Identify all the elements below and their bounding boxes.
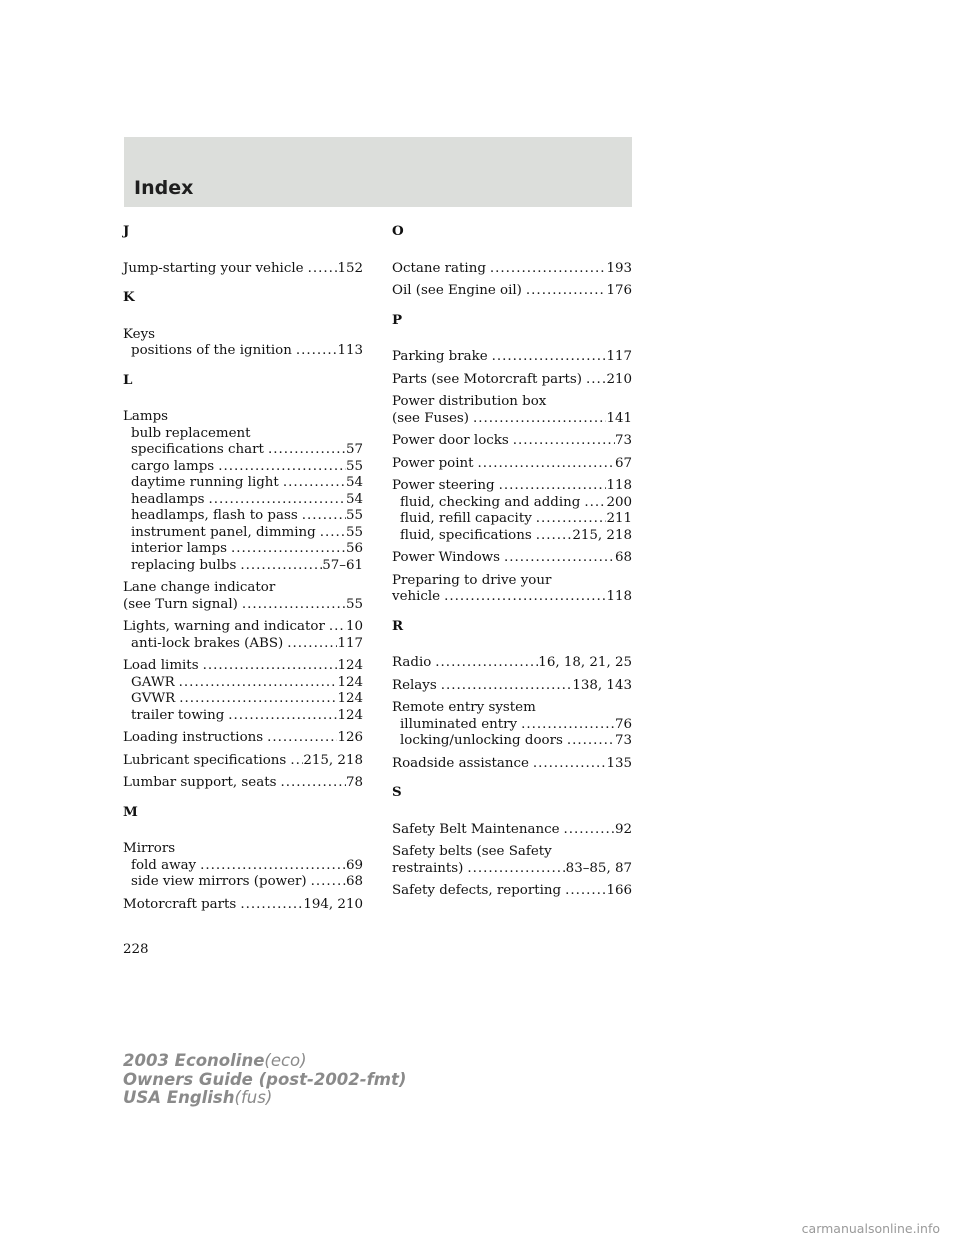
- entry-label: Power door locks: [392, 433, 509, 448]
- entry-label: Lights, warning and indicator: [123, 619, 325, 634]
- dot-leader: [179, 675, 338, 692]
- index-section: [392, 223, 632, 300]
- dot-leader: [240, 558, 322, 575]
- index-section: [392, 784, 632, 900]
- dot-leader: [526, 283, 607, 300]
- index-entry-group: [392, 550, 632, 567]
- dot-leader: [435, 655, 538, 672]
- index-entry: [392, 678, 632, 695]
- section-letter: J: [123, 223, 130, 239]
- index-subentry: [392, 495, 632, 512]
- entry-page-ref: 138, 143: [572, 677, 632, 693]
- dot-leader: [228, 708, 337, 725]
- entry-page-ref: 166: [606, 883, 632, 898]
- index-entry-group: [123, 619, 363, 652]
- dot-leader: [584, 495, 606, 512]
- entry-page-ref: 124: [337, 691, 363, 706]
- dot-leader: [200, 858, 346, 875]
- index-subentry: [123, 442, 363, 459]
- dot-leader: [179, 691, 337, 708]
- entry-page-ref: 118: [606, 589, 632, 604]
- entry-page-ref: 73: [614, 433, 632, 448]
- index-entry: [392, 756, 632, 773]
- footer: [123, 1052, 406, 1108]
- index-entry: [392, 283, 632, 300]
- index-entry-group: [392, 756, 632, 773]
- dot-leader: [311, 874, 346, 891]
- entry-label: (see Fuses): [392, 410, 470, 426]
- entry-page-ref: 117: [606, 349, 632, 364]
- entry-label: Safety defects, reporting: [392, 883, 562, 898]
- entry-label: Lane change indicator: [123, 580, 276, 595]
- index-section: [123, 289, 363, 360]
- index-subentry: [123, 691, 363, 708]
- index-entry-group: [123, 327, 363, 360]
- dot-leader: [490, 261, 607, 278]
- index-entry: [392, 883, 632, 900]
- entry-label: daytime running light: [131, 475, 279, 490]
- section-letter: S: [392, 784, 402, 800]
- entry-page-ref: 54: [345, 491, 363, 507]
- index-entry: [123, 597, 363, 614]
- index-section: [392, 618, 632, 773]
- entry-page-ref: 54: [345, 475, 363, 490]
- entry-page-ref: 135: [606, 755, 632, 771]
- entry-label: GAWR: [131, 674, 175, 690]
- entry-label: Keys: [123, 326, 156, 342]
- dot-leader: [478, 456, 615, 473]
- entry-page-ref: 215, 218: [303, 752, 363, 768]
- dot-leader: [218, 459, 346, 476]
- index-subentry: [123, 874, 363, 891]
- dot-leader: [536, 511, 607, 528]
- entry-page-ref: 78: [345, 775, 363, 790]
- index-entry-group: [123, 730, 363, 747]
- entry-page-ref: 57: [345, 442, 363, 457]
- dot-leader: [290, 753, 303, 770]
- entry-label: replacing bulbs: [131, 557, 237, 573]
- dot-leader: [240, 897, 303, 914]
- index-entry: [123, 730, 363, 747]
- index-column-left: [123, 220, 363, 925]
- dot-leader: [242, 597, 346, 614]
- entry-label: fluid, specifications: [400, 527, 532, 543]
- index-section: [392, 312, 632, 606]
- index-entry: [392, 261, 632, 278]
- entry-label: Power steering: [392, 478, 495, 493]
- entry-page-ref: 55: [345, 458, 363, 474]
- index-entry: [392, 573, 632, 590]
- section-letter: L: [123, 371, 133, 388]
- entry-label: specifications chart: [131, 442, 264, 457]
- entry-label: Power Windows: [392, 550, 500, 565]
- index-entry-group: [392, 456, 632, 473]
- entry-page-ref: 124: [337, 674, 363, 690]
- index-entry-group: [392, 349, 632, 366]
- index-entry-group: [392, 573, 632, 606]
- page-number: 228: [123, 942, 149, 957]
- entry-label: Mirrors: [123, 841, 176, 856]
- index-entry: [392, 550, 632, 567]
- entry-page-ref: 117: [337, 635, 363, 651]
- index-subentry: [123, 343, 363, 360]
- index-entry: [123, 658, 363, 675]
- entry-page-ref: 118: [606, 478, 632, 493]
- section-letter: O: [392, 223, 404, 239]
- dot-leader: [586, 372, 606, 389]
- entry-label: fold away: [131, 857, 197, 873]
- index-entry: [123, 580, 363, 597]
- entry-page-ref: 16, 18, 21, 25: [538, 655, 632, 670]
- entry-label: illuminated entry: [400, 716, 518, 732]
- index-entry-group: [123, 580, 363, 613]
- index-entry: [392, 822, 632, 839]
- entry-label: fluid, refill capacity: [400, 511, 532, 526]
- index-entry-group: [392, 678, 632, 695]
- dot-leader: [308, 261, 338, 278]
- footer-line-1: [123, 1052, 406, 1071]
- footer-model: 2003 Econoline: [123, 1051, 265, 1070]
- entry-label: Lubricant specifications: [123, 752, 287, 768]
- header-band: [124, 137, 632, 207]
- dot-leader: [268, 442, 346, 459]
- section-letter: P: [392, 311, 403, 328]
- index-subentry: [392, 733, 632, 750]
- dot-leader: [444, 589, 606, 606]
- entry-page-ref: 152: [337, 260, 363, 276]
- dot-leader: [231, 541, 346, 558]
- index-entry: [392, 844, 632, 861]
- entry-page-ref: 83–85, 87: [565, 860, 632, 876]
- entry-label: positions of the ignition: [131, 343, 292, 358]
- index-entry: [392, 655, 632, 672]
- index-subentry: [392, 717, 632, 734]
- dot-leader: [280, 775, 345, 792]
- index-subentry: [392, 528, 632, 545]
- entry-page-ref: 73: [614, 733, 632, 748]
- index-entry: [123, 841, 363, 858]
- entry-page-ref: 67: [614, 455, 632, 471]
- entry-label: Remote entry system: [392, 700, 536, 715]
- entry-label: locking/unlocking doors: [400, 733, 563, 748]
- dot-leader: [492, 349, 607, 366]
- entry-page-ref: 193: [606, 260, 632, 276]
- page-title: Index: [134, 177, 194, 199]
- entry-page-ref: 68: [614, 550, 632, 565]
- index-entry-group: [392, 433, 632, 450]
- footer-line-3: [123, 1089, 406, 1108]
- entry-page-ref: 55: [345, 508, 363, 523]
- index-entry-group: [392, 822, 632, 839]
- entry-label: headlamps: [131, 491, 205, 507]
- index-column-right: [392, 220, 632, 912]
- entry-label: Safety belts (see Safety: [392, 844, 552, 859]
- entry-label: Jump-starting your vehicle: [123, 260, 304, 276]
- entry-page-ref: 194, 210: [303, 896, 363, 912]
- index-subentry: [123, 475, 363, 492]
- entry-label: Oil (see Engine oil): [392, 283, 522, 298]
- entry-label: GVWR: [131, 691, 176, 706]
- entry-page-ref: 176: [606, 283, 632, 298]
- dot-leader: [467, 861, 565, 878]
- index-entry-group: [392, 372, 632, 389]
- entry-page-ref: 200: [606, 494, 632, 510]
- index-entry-group: [123, 753, 363, 770]
- index-subentry: [123, 675, 363, 692]
- index-entry: [123, 753, 363, 770]
- entry-label: Lamps: [123, 409, 169, 424]
- entry-label: Motorcraft parts: [123, 896, 237, 912]
- entry-label: bulb replacement: [131, 425, 251, 441]
- dot-leader: [521, 717, 615, 734]
- footer-language-code: (fus): [234, 1088, 273, 1107]
- index-subentry: [123, 708, 363, 725]
- index-subentry: [123, 459, 363, 476]
- entry-page-ref: 92: [614, 821, 632, 837]
- entry-page-ref: 10: [345, 619, 363, 634]
- index-entry: [392, 478, 632, 495]
- dot-leader: [473, 411, 606, 428]
- index-entry: [392, 433, 632, 450]
- dot-leader: [209, 492, 346, 509]
- index-entry-group: [392, 700, 632, 750]
- index-entry: [123, 775, 363, 792]
- entry-label: Power point: [392, 455, 474, 471]
- entry-page-ref: 211: [606, 511, 632, 526]
- dot-leader: [302, 508, 346, 525]
- index-entry-group: [123, 841, 363, 891]
- entry-page-ref: 124: [337, 707, 363, 723]
- index-entry: [392, 349, 632, 366]
- index-entry: [392, 411, 632, 428]
- dot-leader: [203, 658, 338, 675]
- index-entry-group: [123, 261, 363, 278]
- index-subentry: [123, 426, 363, 443]
- entry-label: instrument panel, dimming: [131, 524, 316, 540]
- dot-leader: [283, 475, 346, 492]
- entry-label: Safety Belt Maintenance: [392, 821, 560, 837]
- dot-leader: [441, 678, 573, 695]
- index-entry: [123, 619, 363, 636]
- section-letter: M: [123, 803, 138, 820]
- entry-page-ref: 141: [606, 410, 632, 426]
- index-entry-group: [392, 883, 632, 900]
- entry-page-ref: 55: [345, 596, 363, 612]
- entry-page-ref: 68: [345, 874, 363, 889]
- entry-label: trailer towing: [131, 707, 225, 723]
- index-entry-group: [123, 775, 363, 792]
- entry-label: Load limits: [123, 658, 199, 673]
- dot-leader: [499, 478, 607, 495]
- index-entry: [392, 861, 632, 878]
- index-subentry: [123, 558, 363, 575]
- footer-line-2: Owners Guide (post-2002-fmt): [123, 1069, 407, 1089]
- index-subentry: [392, 511, 632, 528]
- dot-leader: [287, 636, 337, 653]
- index-entry: [123, 327, 363, 344]
- index-entry: [123, 897, 363, 914]
- index-section: [123, 372, 363, 792]
- index-entry-group: [392, 394, 632, 427]
- index-subentry: [123, 636, 363, 653]
- index-entry: [123, 409, 363, 426]
- footer-language: USA English: [123, 1088, 235, 1107]
- entry-page-ref: 215, 218: [572, 527, 632, 543]
- entry-label: Parts (see Motorcraft parts): [392, 371, 583, 387]
- dot-leader: [533, 756, 607, 773]
- entry-page-ref: 113: [337, 343, 363, 358]
- index-subentry: [123, 492, 363, 509]
- entry-label: anti-lock brakes (ABS): [131, 635, 284, 651]
- entry-label: Roadside assistance: [392, 755, 529, 771]
- entry-label: Relays: [392, 677, 437, 693]
- dot-leader: [329, 619, 346, 636]
- dot-leader: [296, 343, 338, 360]
- entry-label: Lumbar support, seats: [123, 775, 277, 790]
- index-entry-group: [392, 261, 632, 278]
- dot-leader: [567, 733, 615, 750]
- index-entry: [392, 372, 632, 389]
- entry-label: fluid, checking and adding: [400, 494, 581, 510]
- entry-label: Preparing to drive your: [392, 572, 552, 588]
- entry-label: Parking brake: [392, 349, 488, 364]
- dot-leader: [267, 730, 337, 747]
- section-letter: R: [392, 617, 404, 634]
- index-section: [123, 804, 363, 914]
- entry-label: (see Turn signal): [123, 596, 238, 612]
- index-entry: [392, 700, 632, 717]
- index-entry-group: [392, 655, 632, 672]
- index-entry: [392, 456, 632, 473]
- entry-label: Power distribution box: [392, 394, 547, 409]
- entry-label: cargo lamps: [131, 458, 215, 474]
- entry-page-ref: 55: [345, 524, 363, 540]
- index-subentry: [123, 525, 363, 542]
- entry-page-ref: 69: [345, 857, 363, 873]
- entry-label: Loading instructions: [123, 730, 264, 745]
- index-entry: [123, 261, 363, 278]
- entry-page-ref: 57–61: [322, 557, 363, 573]
- dot-leader: [536, 528, 573, 545]
- entry-page-ref: 210: [606, 371, 632, 387]
- section-letter: K: [123, 289, 135, 305]
- index-subentry: [123, 858, 363, 875]
- index-entry-group: [123, 897, 363, 914]
- index-entry-group: [392, 844, 632, 877]
- dot-leader: [320, 525, 346, 542]
- entry-label: headlamps, flash to pass: [131, 508, 298, 523]
- entry-label: restraints): [392, 860, 464, 876]
- index-entry-group: [123, 658, 363, 724]
- index-section: [123, 223, 363, 277]
- entry-label: vehicle: [392, 589, 441, 604]
- footer-model-code: (eco): [264, 1051, 307, 1070]
- dot-leader: [513, 433, 615, 450]
- index-entry-group: [392, 478, 632, 544]
- index-entry: [392, 394, 632, 411]
- dot-leader: [504, 550, 615, 567]
- dot-leader: [565, 883, 606, 900]
- entry-label: interior lamps: [131, 541, 228, 556]
- index-subentry: [123, 508, 363, 525]
- entry-label: Radio: [392, 655, 432, 670]
- index-entry-group: [123, 409, 363, 574]
- watermark: carmanualsonline.info: [801, 1221, 940, 1236]
- entry-page-ref: 126: [337, 730, 363, 745]
- index-subentry: [123, 541, 363, 558]
- entry-label: Octane rating: [392, 260, 486, 276]
- entry-page-ref: 56: [345, 541, 363, 556]
- index-entry-group: [392, 283, 632, 300]
- entry-page-ref: 124: [337, 658, 363, 673]
- dot-leader: [564, 822, 615, 839]
- entry-label: side view mirrors (power): [131, 874, 307, 889]
- index-entry: [392, 589, 632, 606]
- entry-page-ref: 76: [614, 716, 632, 732]
